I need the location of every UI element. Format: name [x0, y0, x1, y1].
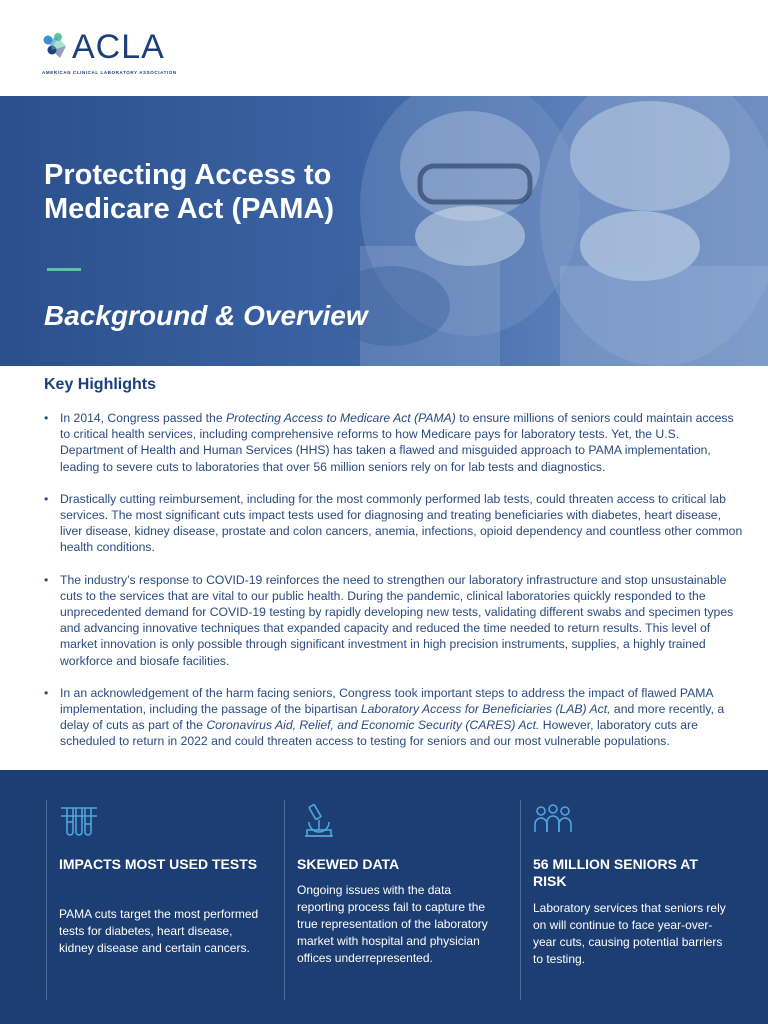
test-tubes-icon	[59, 802, 99, 842]
list-item: • Drastically cutting reimbursement, including for the most commonly performed lab tests, could threaten access to critical lab services. The most significant cuts impact tests used for diagnosing and treating beneficiaries with diabetes, heart disease, liver disease, kidney disease, prostate and colon cancers, anemia, infections, opioid dependency and countless other common health conditions.	[44, 491, 744, 556]
section-title: Key Highlights	[44, 376, 157, 393]
hero-banner	[0, 96, 768, 366]
stat-column-data	[284, 800, 505, 1000]
logo-tagline: AMERICAN CLINICAL LABORATORY ASSOCIATION	[42, 70, 177, 75]
stat-title: IMPACTS MOST USED TESTS	[59, 856, 258, 872]
stat-column-seniors	[520, 800, 741, 1000]
highlights-list	[44, 410, 744, 766]
stat-column-tests	[46, 800, 267, 1000]
people-group-icon	[533, 802, 573, 842]
list-item: • In an acknowledgement of the harm facing seniors, Congress took important steps to address the impact of flawed PAMA implementation, including the passage of the bipartisan Laboratory Access for Beneficiaries (LAB) Act, and more recently, a delay of cuts as part of the Coronavirus Aid, Relief, and Economic Security (CARES) Act. However, laboratory cuts are scheduled to return in 2022 and could threaten access to testing for seniors and our most vulnerable populations.	[44, 685, 744, 750]
stat-text: Ongoing issues with the data reporting process fail to capture the true representation of the laboratory market with hospital and physician offices underrepresented.	[297, 883, 488, 965]
title-divider	[47, 268, 81, 271]
page-subtitle: Background & Overview	[44, 300, 368, 331]
stat-text: PAMA cuts target the most performed tests for diabetes, heart disease, kidney disease and certain cancers.	[59, 907, 259, 955]
page-header	[0, 0, 768, 96]
stats-band	[0, 770, 768, 1024]
stat-text: Laboratory services that seniors rely on will continue to face year-over-year cuts, causing potential barriers to testing.	[533, 901, 726, 966]
list-item: • The industry’s response to COVID-19 reinforces the need to strengthen our laboratory infrastructure and stop unsustainable cuts to the services that are vital to our public health. During the pandemic, clinical laboratories quickly responded to the unprecedented demand for COVID-19 testing by rapidly developing new tests, validating different swabs and specimen types and advancing innovative techniques that expanded capacity and reduced the time needed to return results. This level of market innovation is only possible through significant investment in high precision instruments, supplies, a highly trained workforce and biosafe facilities.	[44, 572, 744, 669]
stat-title: 56 MILLION SENIORS AT RISK	[533, 856, 698, 889]
microscope-icon	[297, 802, 337, 842]
acla-logo-mark-icon	[42, 32, 70, 62]
list-item: • In 2014, Congress passed the Protecting Access to Medicare Act (PAMA) to ensure millions of seniors could maintain access to critical health services, including comprehensive reforms to how Medicare pays for laboratory tests. Yet, the U.S. Department of Health and Human Services (HHS) has taken a flawed and misguided approach to PAMA implementation, leading to severe cuts to laboratories that over 56 million seniors rely on for lab tests and diagnostics.	[44, 410, 744, 475]
key-highlights-section	[0, 366, 768, 770]
logo-wordmark: ACLA	[72, 28, 165, 66]
stat-title: SKEWED DATA	[297, 856, 400, 872]
page-title: Protecting Access to Medicare Act (PAMA)	[44, 159, 335, 225]
